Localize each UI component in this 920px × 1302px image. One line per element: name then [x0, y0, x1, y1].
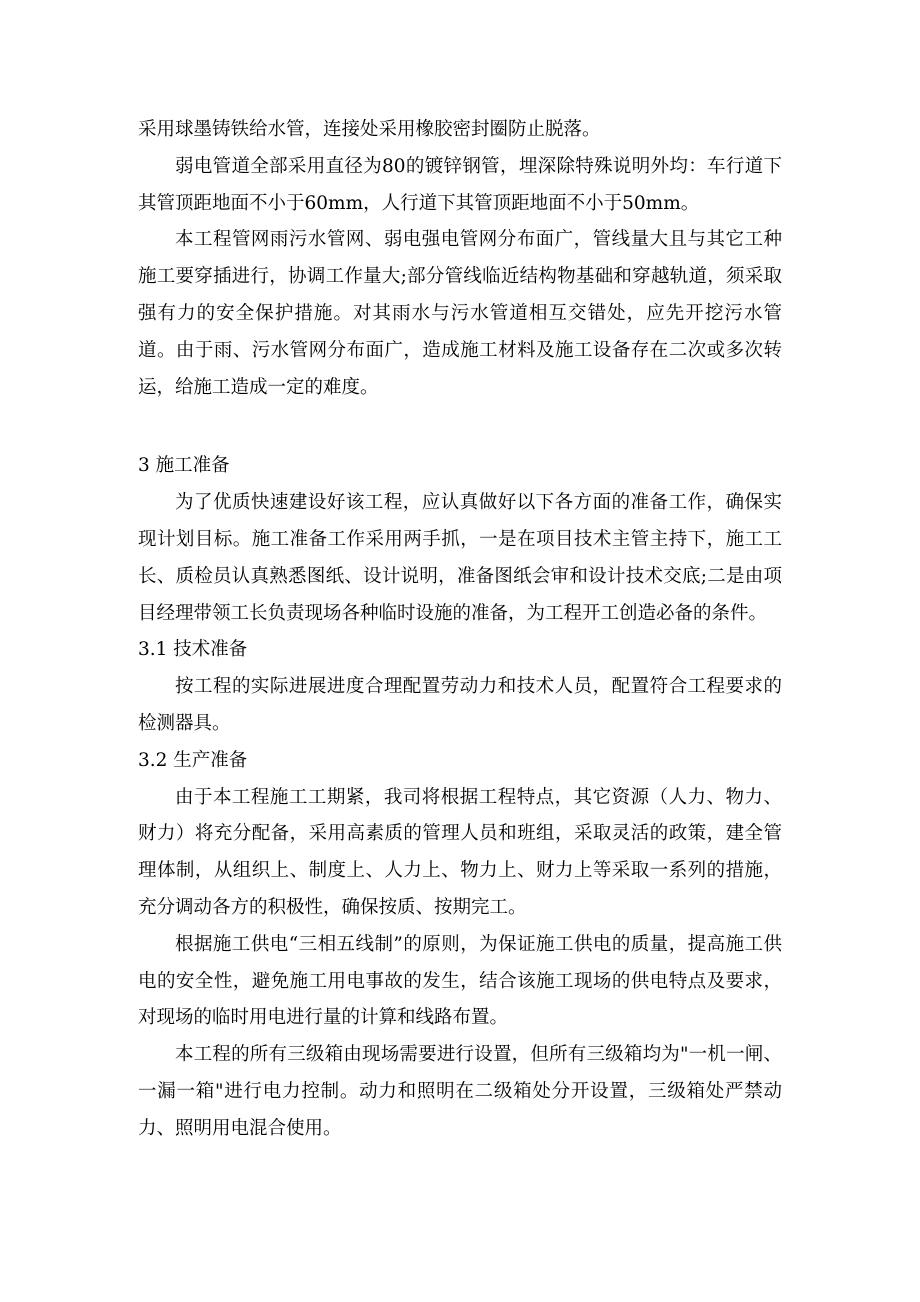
section-3-heading: 3 施工准备 [138, 455, 230, 477]
section-3-2-paragraph-2: 根据施工供电“三相五线制”的原则，为保证施工供电的质量，提高施工供电的安全性，避免施工用电事故的发生，结合该施工现场的供电特点及要求，对现场的临时用电进行量的计算和线路布置。 [138, 933, 782, 1029]
intro-paragraph-2: 弱电管道全部采用直径为80的镀锌钢管，埋深除特殊说明外均：车行道下其管顶距地面不小于60mm，人行道下其管顶距地面不小于50mm。 [138, 155, 782, 214]
section-3-1-paragraph: 按工程的实际进展进度合理配置劳动力和技术人员，配置符合工程要求的检测器具。 [138, 676, 782, 734]
intro-paragraph-3: 本工程管网雨污水管网、弱电强电管网分布面广，管线量大且与其它工种施工要穿插进行，协调工作量大;部分管线临近结构物基础和穿越轨道，须采取强有力的安全保护措施。对其雨水与污水管道相互交错处，应先开挖污水管道。由于雨、污水管网分布面广，造成施工材料及施工设备存在二次或多次转运，给施工造成一定的难度。 [138, 229, 782, 398]
intro-paragraph-1: 采用球墨铸铁给水管，连接处采用橡胶密封圈防止脱落。 [138, 119, 601, 140]
section-3-2-paragraph-1: 由于本工程施工工期紧，我司将根据工程特点，其它资源（人力、物力、财力）将充分配备，采用高素质的管理人员和班组，采取灵活的政策，建全管理体制，从组织上、制度上、人力上、物力上、财力上等采取一系列的措施，充分调动各方的积极性，确保按质、按期完工。 [138, 786, 782, 918]
section-3-2-paragraph-3: 本工程的所有三级箱由现场需要进行设置，但所有三级箱均为"一机一闸、一漏一箱"进行电力控制。动力和照明在二级箱处分开设置，三级箱处严禁动力、照明用电混合使用。 [138, 1044, 782, 1139]
document-page [138, 112, 782, 1148]
section-3-2-heading: 3.2 生产准备 [138, 749, 248, 771]
section-gap [138, 406, 782, 448]
section-3-paragraph: 为了优质快速建设好该工程，应认真做好以下各方面的准备工作，确保实现计划目标。施工准备工作采用两手抓，一是在项目技术主管主持下，施工工长、质检员认真熟悉图纸、设计说明，准备图纸会审和设计技术交底;二是由项目经理带领工长负责现场各种临时设施的准备，为工程开工创造必备的条件。 [138, 492, 782, 624]
section-3-1-heading: 3.1 技术准备 [138, 639, 248, 661]
